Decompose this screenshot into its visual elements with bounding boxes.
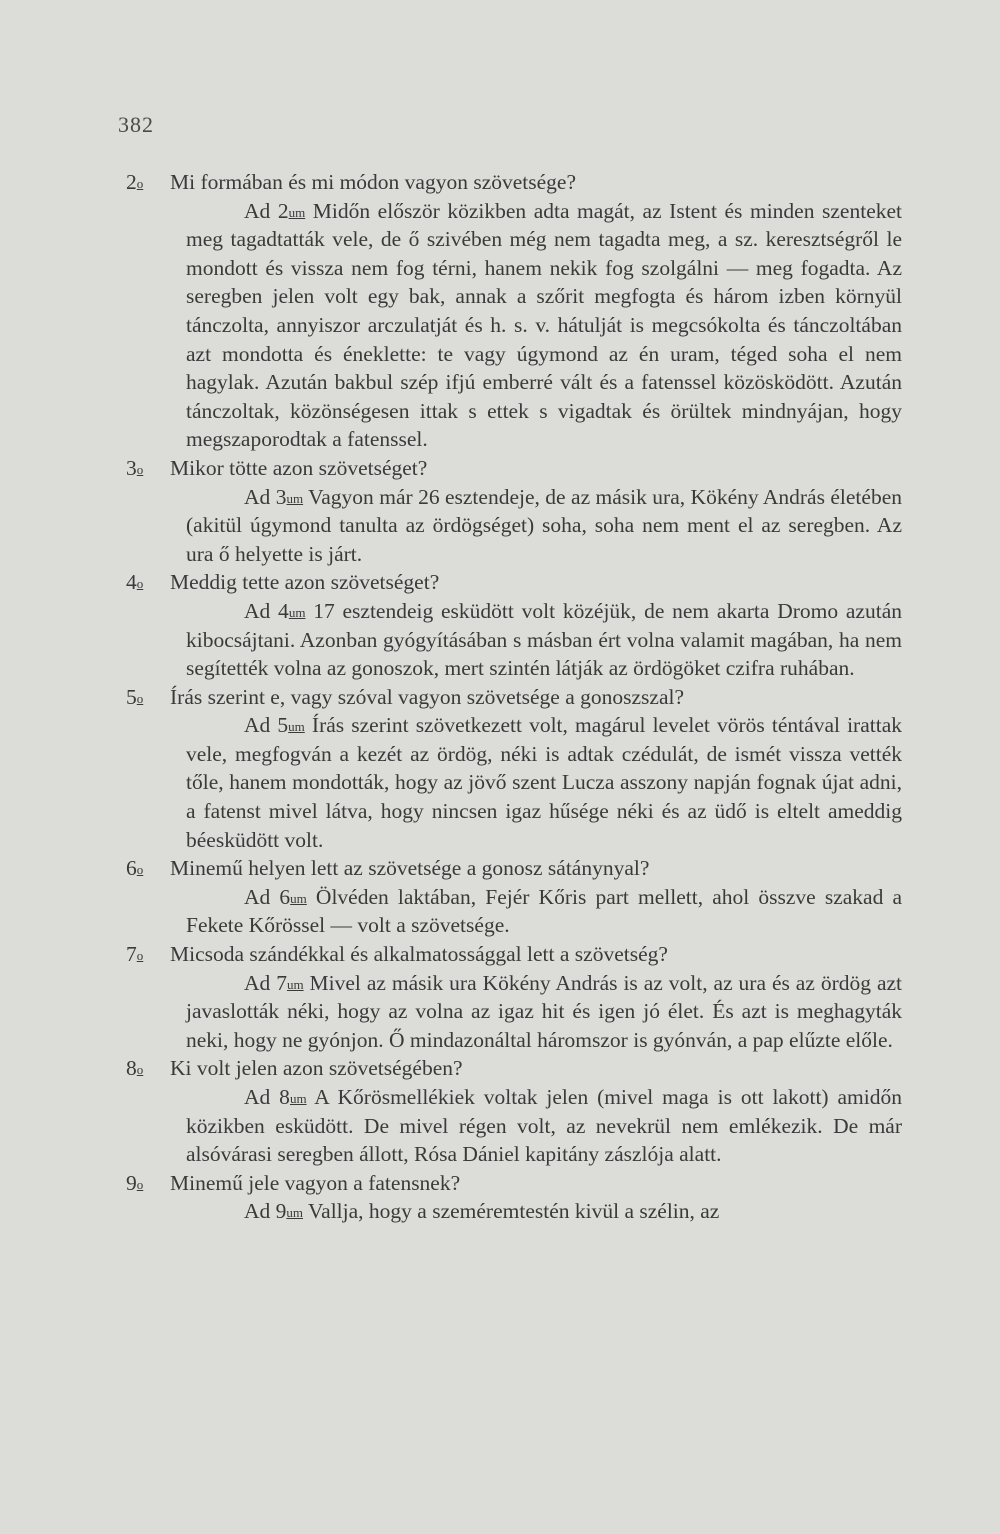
answer-text: 17 esztendeig esküdött volt közéjük, de nem akarta Dromo azután kibocsájtani. Azonban gyógyításában s másban ért volna valamit magában, ha nem segítették volna az gonoszok, mert szintén látják az ördögöket czifra ruhában.: [186, 598, 902, 681]
answer-text: Ölvéden laktában, Fejér Kőris part mellett, ahol összve szakad a Fekete Kőrössel — volt a szövetsége.: [186, 884, 902, 938]
answer-text: Mivel az másik ura Kökény András is az volt, az ura és az ördög azt javaslották néki, hogy az volna az igaz hit és igen jó élet. És azt is meghagyták neki, hogy ne gyónjon. Ő mindazonáltal háromszor is gyónván, a pap elűzte előle.: [186, 970, 903, 1052]
answer-paragraph: [186, 969, 902, 1055]
question-line: [112, 683, 902, 712]
question-text: Mikor tötte azon szövetséget?: [170, 455, 428, 480]
ordinal-superscript: o: [136, 862, 144, 878]
question-text: Minemű helyen lett az szövetsége a gonosz sátánynyal?: [170, 856, 650, 881]
answer-lead: Ad 4: [244, 598, 289, 623]
question-text: Ki volt jelen azon szövetségében?: [170, 1056, 463, 1081]
answer-text: Vagyon már 26 esztendeje, de az másik ura, Kökény András életében (akitül úgymond tanulta az ördögséget) soha, soha nem ment el az seregben. Az ura ő helyette is járt.: [186, 484, 902, 566]
answer-lead: Ad 9: [244, 1199, 287, 1224]
answer-paragraph: [186, 197, 902, 454]
answer-superscript: um: [286, 490, 304, 506]
ordinal-superscript: o: [136, 948, 144, 964]
question-line: [112, 940, 902, 969]
question-number: 8$^o$: [126, 1056, 144, 1081]
answer-lead: Ad 2: [244, 198, 289, 223]
question-line: [112, 168, 902, 197]
answer-text: Vallja, hogy a szeméremtestén kivül a szélin, az: [303, 1199, 720, 1224]
answer-lead: Ad 6: [244, 884, 291, 909]
question-text: Micsoda szándékkal és alkalmatossággal lett a szövetség?: [170, 942, 668, 967]
question-number: 2$^o$: [126, 170, 144, 194]
answer-paragraph: [186, 483, 902, 569]
question-text: Minemű jele vagyon a fatensnek?: [170, 1170, 461, 1195]
answer-paragraph: [186, 597, 902, 683]
answer-paragraph: [186, 1197, 902, 1226]
answer-text: Midőn először közikben adta magát, az Istent és minden szenteket meg tagadtatták vele, de ő szivében még nem tagadta meg, a sz. keresztségről le mondott és vissza nem fog térni, hanem nekik fog szolgálni — meg fogadta. Az seregben jelen volt egy bak, annak a szőrit megfogta és három izben környül tánczolta, annyiszor arczulatját és h. s. v. hátulját is megcsókolta és tánczoltában azt mondotta és éneklette: te vagy úgymond az én uram, téged soha el nem hagylak. Azután bakbul szép ifjú emberré vált és a fatenssel közösködött. Azután tánczoltak, közönségesen ittak s ettek s vigadtak és örültek mindnyájan, hogy megszaporodtak a fatenssel.: [186, 198, 903, 452]
answer-text: Írás szerint szövetkezett volt, magárul levelet vörös téntával irattak vele, megfogván a kezét az ördög, néki is adtak czédulát, de ismét vissza vették tőle, hanem mondották, hogy az jövő szent Lucza asszony napján fognak újat adni, a fatenst mivel látva, hogy nincsen igaz hűsége néki és az üdő is eltelt ameddig béesküdött volt.: [186, 713, 902, 852]
answer-paragraph: [186, 883, 902, 940]
ordinal-superscript: o: [136, 176, 144, 191]
question-number: 9$^o$: [126, 1170, 144, 1195]
question-number: 4$^o$: [126, 570, 144, 595]
ordinal-superscript: o: [136, 1176, 144, 1192]
question-line: [112, 1169, 902, 1198]
answer-superscript: um: [288, 604, 306, 620]
answer-paragraph: [186, 711, 902, 854]
ordinal-superscript: o: [136, 461, 144, 477]
ordinal-superscript: o: [136, 690, 144, 706]
question-text: Meddig tette azon szövetséget?: [170, 570, 440, 595]
answer-superscript: um: [286, 976, 304, 992]
question-number: 3$^o$: [126, 455, 144, 480]
question-number: 7$^o$: [126, 942, 144, 967]
question-line: [112, 454, 902, 483]
question-text: Írás szerint e, vagy szóval vagyon szövetsége a gonoszszal?: [170, 684, 685, 709]
question-line: [112, 854, 902, 883]
answer-text: A Kőrösmellékiek voltak jelen (mivel maga is ott lakott) amidőn közikben esküdött. De mivel régen volt, az nevekrül nem emlékezik. De már alsóvárasi seregben állott, Rósa Dániel kapitány zászlója alatt.: [186, 1085, 902, 1167]
ordinal-superscript: o: [136, 576, 144, 592]
ordinal-superscript: o: [136, 1062, 144, 1078]
answer-superscript: um: [288, 204, 306, 220]
answer-superscript: um: [286, 1205, 304, 1221]
page-body: [112, 168, 902, 1226]
answer-lead: Ad 3: [244, 484, 287, 509]
answer-superscript: um: [290, 890, 307, 906]
question-text: Mi formában és mi módon vagyon szövetsége?: [170, 170, 577, 194]
answer-lead: Ad 7: [244, 970, 287, 995]
answer-lead: Ad 8: [244, 1085, 290, 1109]
question-number: 5$^o$: [126, 684, 144, 709]
answer-paragraph: [186, 1083, 902, 1169]
page-number: 382: [118, 112, 154, 137]
answer-superscript: um: [288, 719, 305, 735]
answer-lead: Ad 5: [244, 713, 289, 738]
question-line: [112, 1054, 902, 1083]
question-number: 6$^o$: [126, 856, 144, 881]
answer-superscript: um: [289, 1091, 307, 1106]
question-line: [112, 568, 902, 597]
